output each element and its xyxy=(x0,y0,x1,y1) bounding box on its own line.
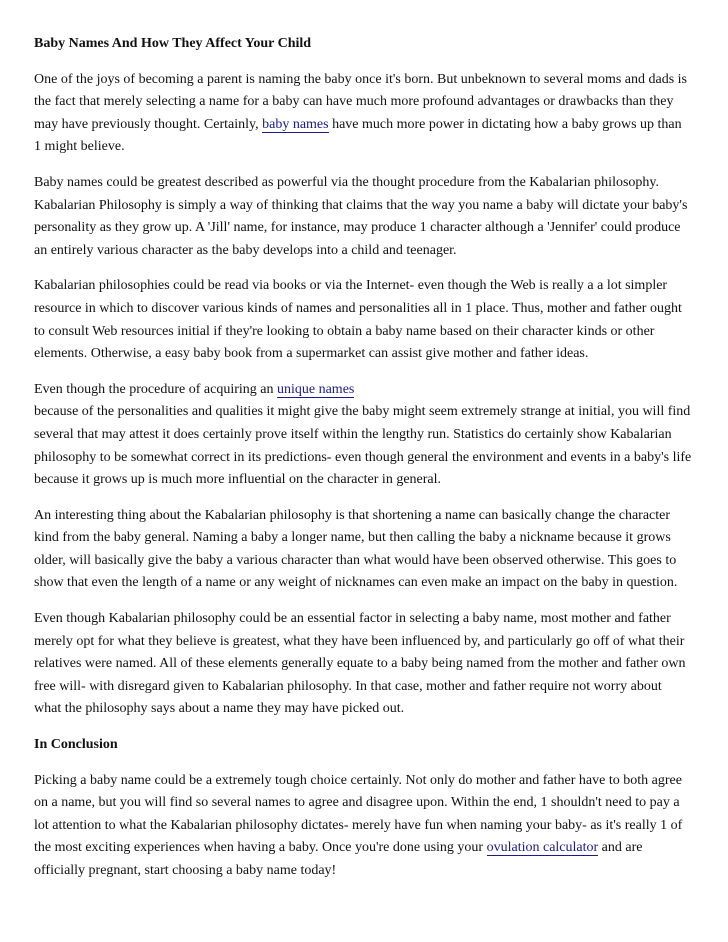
article-title: Baby Names And How They Affect Your Child xyxy=(34,36,312,51)
paragraph-parental-choice: Even though Kabalarian philosophy could be an essential factor in selecting a baby name, most mother and father merely opt for what they believe is greatest, what they have been influenced by, and particularly go off of what their relatives were named. All of these elements generally equate to a baby being named from the mother and father own free will- with disregard given to Kabalarian philosophy. In that case, mother and father require not worry about what the philosophy says about a name they may have picked out. xyxy=(34,611,686,717)
baby-names-link[interactable]: baby names xyxy=(262,116,329,132)
conclusion-heading: In Conclusion xyxy=(34,737,118,753)
paragraph-conclusion-text-after: and are officially pregnant, start choosing a baby name today! xyxy=(34,840,643,878)
document-page xyxy=(34,33,692,896)
paragraph-intro xyxy=(34,69,692,159)
paragraph-shortening-names: An interesting thing about the Kabalarian philosophy is that shortening a name can basically change the character kind from the baby general. Naming a baby a longer name, but then calling the baby a nickname because it grows older, will basically give the baby a various character than what would have been observed otherwise. This goes to show that even the length of a name or any weight of nicknames can even make an impact on the baby in question. xyxy=(34,507,678,591)
paragraph-unique-names-text-after: because of the personalities and qualities it might give the baby might seem extremely strange at initial, you will find several that may attest it does certainly prove itself within the lengthy run. Statistics do certainly show Kabalarian philosophy to be somewhat correct in its predictions- even though general the environment and events in a baby's life because it grows up is much more influential on the character in general. xyxy=(34,404,692,488)
paragraph-unique-names xyxy=(34,379,692,492)
ovulation-calculator-link[interactable]: ovulation calculator xyxy=(486,840,599,856)
unique-names-link[interactable]: unique names xyxy=(276,381,355,397)
paragraph-intro-text-after: have much more power in dictating how a baby grows up than 1 might believe. xyxy=(34,116,682,155)
paragraph-conclusion-text-before: Picking a baby name could be a extremely tough choice certainly. Not only do mother and father have to both agree on a name, but you will find so several names to agree and disagree upon. Within the end, 1 shouldn't need to pay a lot attention to what the Kabalarian philosophy dictates- merely have fun when naming your baby- as it's really 1 of the most exciting experiences when having a baby. Once you're done using your xyxy=(34,772,683,856)
paragraph-conclusion xyxy=(34,770,692,883)
paragraph-intro-text-before: One of the joys of becoming a parent is naming the baby once it's born. But unbeknown to several moms and dads is the fact that merely selecting a name for a baby can have much more profound advantages or drawbacks than they may have previously thought. Certainly, xyxy=(34,71,688,132)
paragraph-unique-names-text-before: Even though the procedure of acquiring an xyxy=(34,381,277,397)
paragraph-kabalarian-definition: Baby names could be greatest described as powerful via the thought procedure from the Kabalarian philosophy. Kabalarian Philosophy is simply a way of thinking that claims that the way you name a baby will dictate your baby's personality as they grow up. A 'Jill' name, for instance, may produce 1 character although a 'Jennifer' could produce an entirely various character as the baby develops into a child and teenager. xyxy=(34,174,688,258)
paragraph-kabalarian-resources: Kabalarian philosophies could be read via books or via the Internet- even though the Web is really a a lot simpler resource in which to discover various kinds of names and personalities all in 1 place. Thus, mother and father ought to consult Web resources initial if they're looking to obtain a baby name based on their character kinds or other elements. Otherwise, a easy baby book from a supermarket can assist give mother and father ideas. xyxy=(34,278,682,362)
